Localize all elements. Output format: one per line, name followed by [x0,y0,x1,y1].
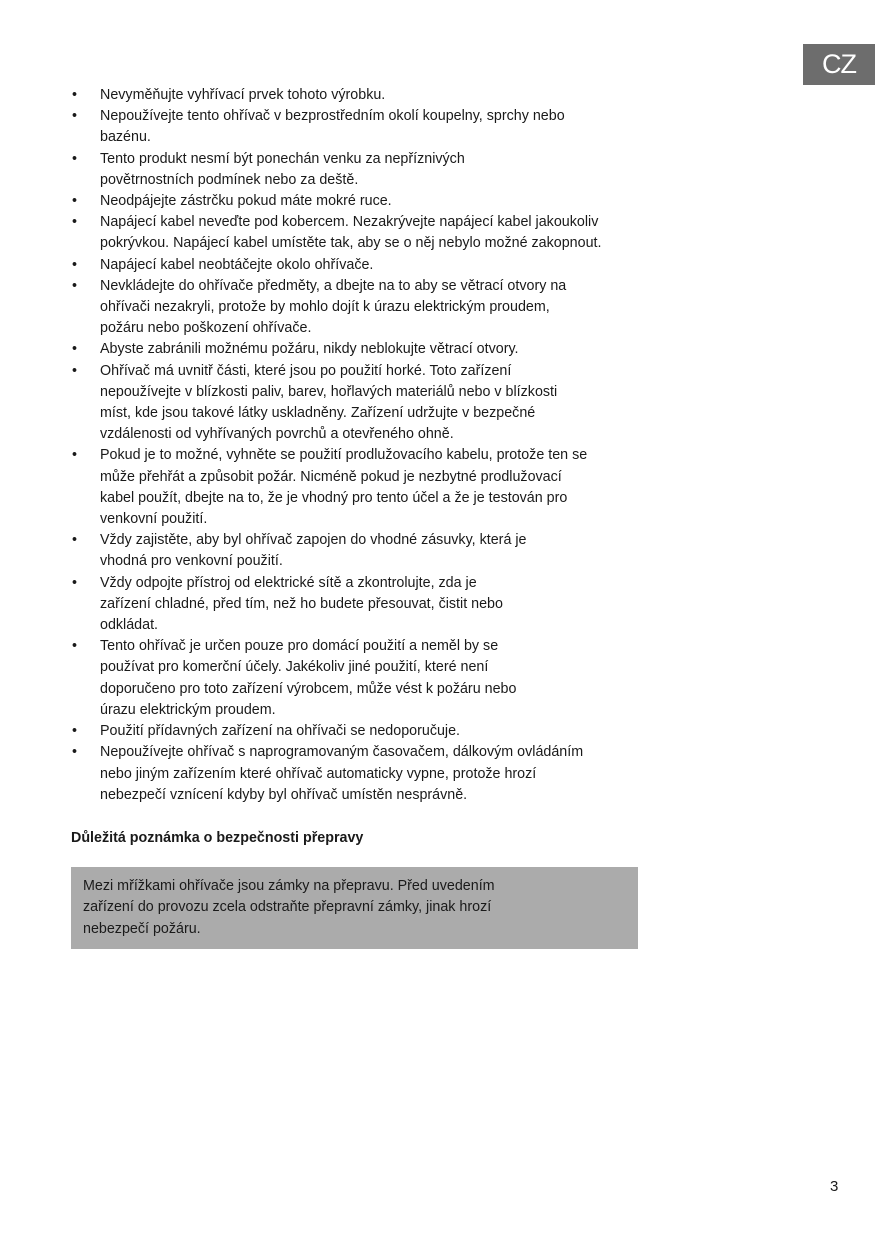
note-text-line: Mezi mřížkami ohřívače jsou zámky na přepravu. Před uvedením [83,878,495,894]
bullet-text-line: nepoužívejte v blízkosti paliv, barev, hořlavých materiálů nebo v blízkosti [100,383,558,400]
bullet-text-line: Nevkládejte do ohřívače předměty, a dbejte na to aby se větrací otvory na [100,277,567,294]
bullet-text-line: ohřívači nezakryli, protože by mohlo dojít k úrazu elektrickým proudem, [100,299,550,316]
bullet-text-line: kabel použít, dbejte na to, že je vhodný pro tento účel a že je testován pro [100,489,568,506]
bullet-item [72,339,672,360]
bullet-item [72,106,672,148]
bullet-dot: • [72,214,78,231]
bullet-dot: • [72,341,78,358]
bullet-text-line: pokrývkou. Napájecí kabel umístěte tak, aby se o něj nebylo možné zakopnout. [100,235,602,252]
bullet-dot: • [72,256,78,273]
bullet-text-line: míst, kde jsou takové látky uskladněny. Zařízení udržujte v bezpečné [100,405,536,422]
bullet-dot: • [72,108,78,125]
bullet-text-line: povětrnostních podmínek nebo za deště. [100,171,359,188]
bullet-text-line: Použití přídavných zařízení na ohřívači se nedoporučuje. [100,723,461,740]
bullet-text-line: doporučeno pro toto zařízení výrobcem, může vést k požáru nebo [100,680,517,697]
bullet-dot: • [72,277,78,294]
bullet-text-line: odkládat. [100,617,159,634]
bullet-text-line: úrazu elektrickým proudem. [100,701,276,718]
bullet-item [72,149,672,191]
bullet-dot: • [72,638,78,655]
bullet-dot: • [72,150,78,167]
bullet-item [72,361,672,446]
bullet-text-line: Ohřívač má uvnitř části, které jsou po použití horké. Toto zařízení [100,362,512,379]
bullet-dot: • [72,362,78,379]
bullet-text-line: Napájecí kabel neveďte pod kobercem. Nezakrývejte napájecí kabel jakoukoliv [100,214,599,231]
bullet-text-line: Nevyměňujte vyhřívací prvek tohoto výrobku. [100,87,386,103]
bullet-dot: • [72,744,78,761]
bullet-text-line: Tento ohřívač je určen pouze pro domácí použití a neměl by se [100,638,499,655]
bullet-text-line: nebezpečí vznícení kdyby byl ohřívač umístěn nesprávně. [100,786,468,803]
safety-bullet-list [72,85,672,806]
bullet-text-line: bazénu. [100,129,151,146]
bullet-text-line: vzdálenosti od vyhřívaných povrchů a otevřeného ohně. [100,426,454,443]
bullet-dot: • [72,87,78,103]
bullet-text-line: může přehřát a způsobit požár. Nicméně pokud je nezbytné prodlužovací [100,468,562,485]
bullet-text-line: Abyste zabránili možnému požáru, nikdy neblokujte větrací otvory. [100,341,519,358]
bullet-text-line: zařízení chladné, před tím, než ho budete přesouvat, čistit nebo [100,595,503,612]
bullet-dot: • [72,447,78,464]
bullet-text-line: Vždy zajistěte, aby byl ohřívač zapojen do vhodné zásuvky, která je [100,532,527,549]
bullet-item [72,573,672,637]
bullet-text-line: vhodná pro venkovní použití. [100,553,283,570]
bullet-item [72,636,672,721]
bullet-dot: • [72,574,78,591]
bullet-text-line: Nepoužívejte tento ohřívač v bezprostředním okolí koupelny, sprchy nebo [100,108,565,125]
bullet-item [72,721,672,742]
bullet-item [72,742,672,806]
language-tab: CZ [803,44,875,85]
bullet-dot: • [72,532,78,549]
bullet-text-line: používat pro komerční účely. Jakékoliv jiné použití, které není [100,659,489,676]
bullet-text-line: Napájecí kabel neobtáčejte okolo ohřívače. [100,256,374,273]
page-number: 3 [830,1178,839,1195]
bullet-item [72,530,672,572]
bullet-item [72,255,672,276]
bullet-text-line: Vždy odpojte přístroj od elektrické sítě a zkontrolujte, zda je [100,574,477,591]
bullet-text-line: Tento produkt nesmí být ponechán venku za nepříznivých [100,150,465,167]
bullet-text-line: nebo jiným zařízením které ohřívač automaticky vypne, protože hrozí [100,765,537,782]
transport-note-box [71,867,638,949]
bullet-dot: • [72,723,78,740]
bullet-text-line: Nepoužívejte ohřívač s naprogramovaným časovačem, dálkovým ovládáním [100,744,584,761]
bullet-text-line: Neodpájejte zástrčku pokud máte mokré ruce. [100,193,392,210]
bullet-item [72,212,672,254]
section-heading: Důležitá poznámka o bezpečnosti přepravy [71,830,364,846]
bullet-dot: • [72,193,78,210]
bullet-item [72,191,672,212]
bullet-text-line: požáru nebo poškození ohřívače. [100,320,312,337]
bullet-item [72,445,672,530]
bullet-item [72,276,672,340]
note-text-line: zařízení do provozu zcela odstraňte přepravní zámky, jinak hrozí [83,899,492,916]
bullet-text-line: Pokud je to možné, vyhněte se použití prodlužovacího kabelu, protože ten se [100,447,588,464]
bullet-text-line: venkovní použití. [100,511,208,528]
bullet-item [72,85,672,106]
note-text-line: nebezpečí požáru. [83,920,201,937]
